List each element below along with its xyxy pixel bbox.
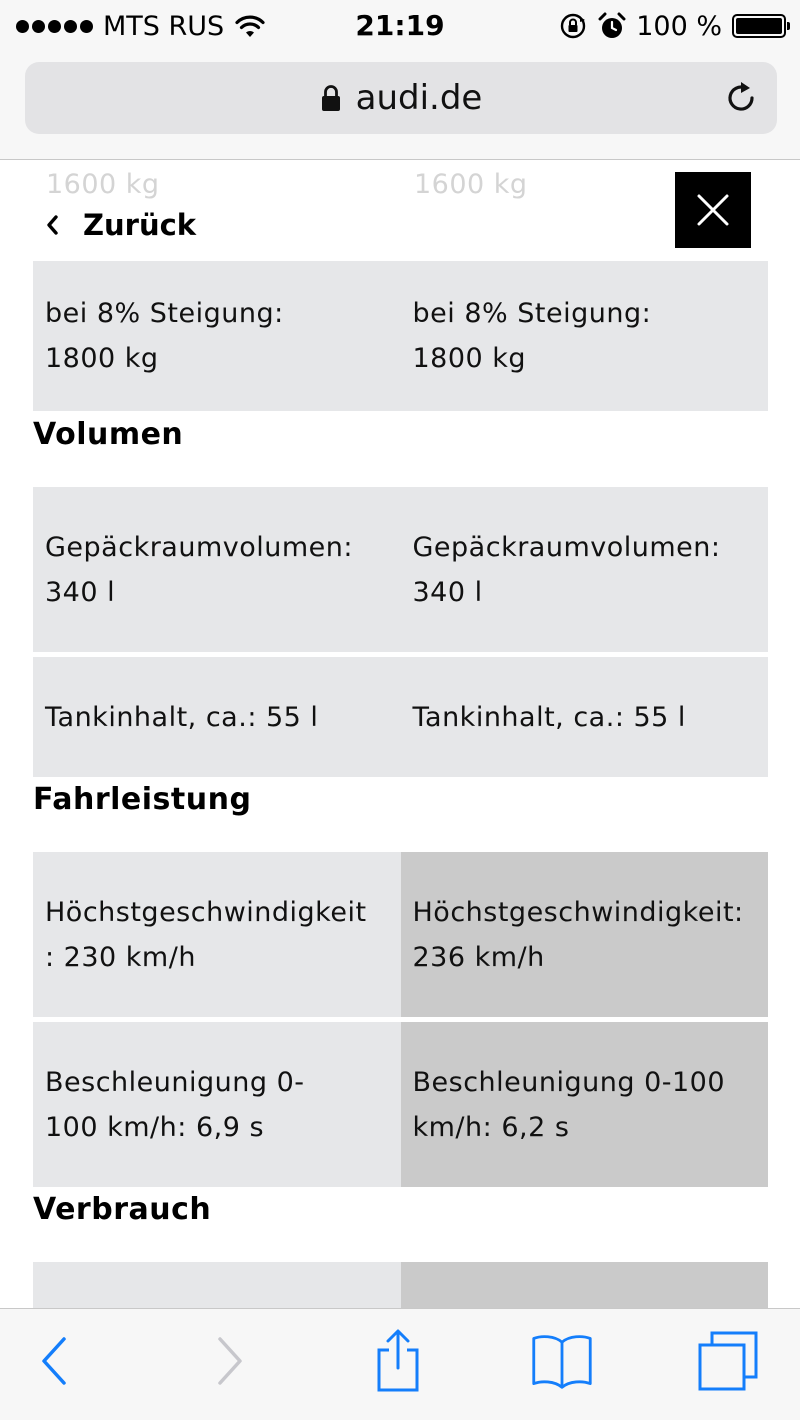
spec-text: Gepäckraumvolumen: [412,531,721,563]
spec-row-steigung [33,261,768,411]
share-icon [372,1328,424,1394]
back-arrow-icon [34,1335,74,1387]
status-right [558,8,786,44]
spec-cell-left [33,261,401,411]
spec-cell-right-highlight [401,1022,769,1187]
address-bar[interactable] [25,62,777,134]
url-text: audi.de [355,78,483,118]
battery-icon [732,14,786,38]
spec-row-tankinhalt [33,657,768,777]
chevron-left-icon [45,214,59,236]
section-title-fahrleistung: Fahrleistung [33,782,252,817]
spec-text: Gepäckraumvolumen: [45,531,353,563]
spec-cell-left [33,487,401,652]
alarm-icon [598,11,626,41]
status-bar [0,0,800,52]
close-icon [696,193,730,227]
spec-text: Beschleunigung 0-100 [412,1066,726,1098]
spec-cell-right-highlight [401,1262,769,1308]
spec-text: Höchstgeschwindigkeit [45,896,367,928]
section-title-volumen: Volumen [33,417,184,452]
tabs-icon [696,1329,760,1393]
spec-text: Tankinhalt, ca.: 55 l [412,701,686,733]
spec-cell-right-highlight [401,852,769,1017]
browser-header [0,52,800,160]
spec-cell-left [33,657,401,777]
reload-icon[interactable] [723,80,759,116]
section-title-verbrauch: Verbrauch [33,1192,212,1227]
bookmarks-icon [530,1331,594,1391]
spec-value: 1800 kg [412,343,527,374]
spec-text: Beschleunigung 0- [45,1066,305,1098]
spec-value: : 230 km/h [45,941,196,973]
faded-value-left: 1600 kg [46,169,160,200]
browser-toolbar [0,1308,800,1420]
close-button[interactable] [675,172,751,248]
spec-text: Höchstgeschwindigkeit: [412,896,744,928]
forward-arrow-icon [210,1335,250,1387]
lock-icon [320,84,342,112]
spec-row-verbrauch-partial [33,1262,768,1308]
forward-button[interactable] [198,1329,262,1393]
spec-row-beschleunigung [33,1022,768,1187]
spec-text: Tankinhalt, ca.: 55 l [45,701,319,733]
spec-value: 236 km/h [412,941,545,973]
carrier-name: MTS RUS [103,10,225,42]
spec-row-gepaeckraum [33,487,768,652]
spec-text: bei 8% Steigung: [412,298,652,329]
spec-value: 340 l [412,576,483,608]
spec-cell-right [401,487,769,652]
faded-value-right: 1600 kg [414,169,528,200]
battery-percentage: 100 % [636,10,722,42]
page-content [0,161,800,1308]
back-button[interactable] [22,1329,86,1393]
status-time: 21:19 [355,9,445,42]
spec-value: 340 l [45,576,116,608]
spec-cell-right [401,657,769,777]
spec-cell-left [33,1022,401,1187]
spec-cell-left [33,1262,401,1308]
spec-value: 100 km/h: 6,9 s [45,1111,265,1143]
spec-row-hoechstgeschwindigkeit [33,852,768,1017]
tabs-button[interactable] [696,1329,760,1393]
rotation-lock-icon [558,11,588,41]
back-link[interactable] [45,205,196,245]
share-button[interactable] [366,1329,430,1393]
spec-value: km/h: 6,2 s [412,1111,570,1143]
spec-cell-left [33,852,401,1017]
bookmarks-button[interactable] [530,1329,594,1393]
spec-value: 1800 kg [45,343,159,374]
back-label: Zurück [83,208,197,242]
spec-text: bei 8% Steigung: [45,298,284,329]
spec-cell-right [401,261,769,411]
